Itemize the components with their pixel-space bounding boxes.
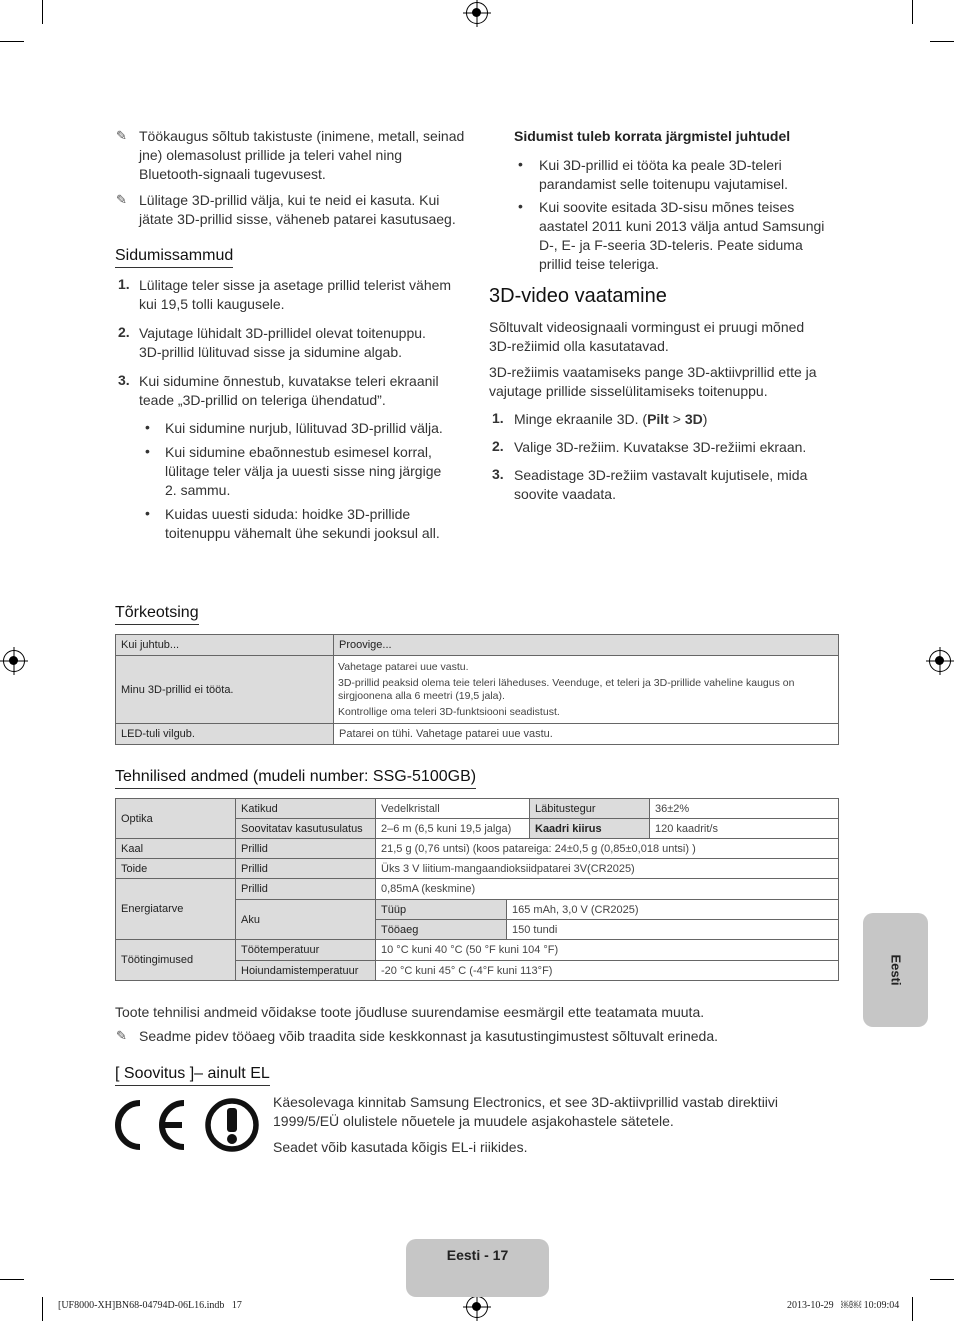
repeat-bullet-text: Kui 3D-prillid ei tööta ka peale 3D-teleri parandamist selle toitenupu vajutamisel. [539,157,789,192]
registration-mark-icon [929,650,951,672]
memo-icon: ✎ [116,192,127,207]
bullet-icon: • [518,156,523,172]
table-cell: 21,5 g (0,76 untsi) (koos patareiga: 24±0,5 g (0,85±0,018 untsi) ) [376,839,839,859]
video-step-text: Minge ekraanile 3D. (Pilt > 3D) [514,411,708,427]
repeat-heading: Sidumist tuleb korrata järgmistel juhtudel [514,128,791,144]
table-cell: Töötingimused [116,940,236,981]
table-cell: Kaal [116,839,236,859]
repeat-bullet-text: Kui soovite esitada 3D-sisu mõnes teises aastatel 2011 kuni 2013 välja antud Samsungi D-, E- ja F-seeria 3D-teleris. Peate siduma prillid teise teleriga. [539,199,825,272]
specs-heading: Tehnilised andmed (mudeli number: SSG-5100GB) [115,767,476,789]
table-cell: LED-tuli vilgub. [116,724,334,745]
table-cell: 150 tundi [507,920,839,940]
language-side-tab [863,913,928,1027]
table-cell: Prillid [236,859,376,879]
crop-mark [42,1297,43,1321]
crop-mark [912,0,913,24]
video-paragraph: 3D-režiimis vaatamiseks pange 3D-aktiivprillid ette ja vajutage prillide sisselülitamiseks toitenuppu. [489,364,817,399]
bullet-icon: • [145,505,150,521]
sub-bullet-text: Kuidas uuesti siduda: hoidke 3D-prillide toitenuppu vähemalt ühe sekundi jooksul all. [165,506,440,541]
crop-mark [912,1297,913,1321]
registration-mark-icon [466,2,488,24]
step-text: Lülitage teler sisse ja asetage prillid telerist vähem kui 19,5 tolli kaugusele. [139,277,452,312]
table-cell: 120 kaadrit/s [650,819,839,839]
bullet-icon: • [145,443,150,459]
recommend-paragraph: Seadet võib kasutada kõigis EL-i riikides. [273,1139,528,1155]
bullet-icon: • [518,198,523,214]
spec-note: Toote tehnilisi andmeid võidakse toote jõudluse suurendamise eesmärgil ette teatamata muuta. [115,1004,705,1020]
footer-timestamp: 2013-10-29 ￼￼ 10:09:04 [787,1300,900,1311]
crop-mark [42,0,43,24]
table-cell: Minu 3D-prillid ei tööta. [116,656,334,724]
step-number: 1. [118,276,130,292]
memo-icon: ✎ [116,128,127,143]
step-text: Kui sidumine õnnestub, kuvatakse teleri ekraanil teade „3D-prillid on teleriga ühendatud”. [139,373,439,408]
bullet-icon: • [145,419,150,435]
video-paragraph: Sõltuvalt videosignaali vormingust ei pruugi mõned 3D-režiimid olla kasutatavad. [489,319,805,354]
sub-bullet-text: Kui sidumine ebaõnnestub esimesel korral, lülitage teler välja ja uuesti sisse ning järgige 2. sammu. [165,444,442,498]
video-step-text: Valige 3D-režiim. Kuvatakse 3D-režiimi ekraan. [514,439,807,455]
table-cell: Prillid [236,879,376,900]
side-tab-label: Eesti [888,954,903,986]
table-cell: 2–6 m (6,5 kuni 19,5 jalga) [376,819,530,839]
table-cell: Vedelkristall [376,799,530,819]
trouble-heading: Tõrkeotsing [115,603,199,625]
table-cell: Soovitatav kasutusulatus [236,819,376,839]
step-text: Vajutage lühidalt 3D-prillidel olevat toitenuppu. 3D-prillid lülituvad sisse ja sidumine algab. [139,325,426,360]
table-header: Kui juhtub... [116,635,334,656]
memo-icon: ✎ [116,1028,127,1043]
table-cell: 10 °C kuni 40 °C (50 °F kuni 104 °F) [376,940,839,961]
crop-mark [0,41,24,42]
registration-mark-icon [3,650,25,672]
step-number: 1. [492,410,504,426]
table-cell: 0,85mA (keskmine) [376,879,839,900]
video-heading: 3D-video vaatamine [489,285,667,307]
recommend-heading: [ Soovitus ]– ainult EL [115,1064,270,1086]
spec-memo: Seadme pidev tööaeg võib traadita side keskkonnast ja kasutustingimustest sõltuvalt erineda. [139,1028,719,1044]
video-step-text: Seadistage 3D-režiim vastavalt kujutisele, mida soovite vaadata. [514,467,808,502]
step-number: 3. [118,372,130,388]
table-cell: Tüüp [376,900,507,920]
table-cell: Optika [116,799,236,839]
table-cell: Vahetage patarei uue vastu. 3D-prillid peaksid olema teie teleri läheduses. Veenduge, et teleri ja 3D-prillide vaheline kaugus on sirgjoonena alla 6 meetri (19,5 jala). Kontrollige oma teleri 3D-funktsiooni seadistust. [334,656,839,724]
table-cell: Tööaeg [376,920,507,940]
step-number: 3. [492,466,504,482]
table-cell: Aku [236,900,376,940]
registration-mark-icon [466,1296,488,1318]
step-number: 2. [118,324,130,340]
step-number: 2. [492,438,504,454]
note-text: Töökaugus sõltub takistuste (inimene, metall, seinad jne) olemasolust prillide ja teleri vahel ning Bluetooth-signaali tugevusest. [139,128,465,182]
specs-table [115,798,839,981]
footer-file-info: [UF8000-XH]BN68-04794D-06L16.indb 17 [58,1300,242,1311]
crop-mark [930,41,954,42]
table-cell: Toide [116,859,236,879]
recommend-paragraph: Käesolevaga kinnitab Samsung Electronics, et see 3D-aktiivprillid vastab direktiivi 1999/5/EÜ olulistele nõuetele ja muudele asjakohastele sätetele. [273,1094,779,1129]
table-cell: Prillid [236,839,376,859]
pairing-heading: Sidumissammud [115,246,233,268]
trouble-table [115,634,839,745]
page-number: Eesti - 17 [446,1247,509,1263]
crop-mark [0,1279,24,1280]
table-cell: 165 mAh, 3,0 V (CR2025) [507,900,839,920]
table-cell: Hoiundamistemperatuur [236,961,376,981]
table-cell: Kaadri kiirus [530,819,650,839]
table-cell: Läbitustegur [530,799,650,819]
table-cell: 36±2% [650,799,839,819]
crop-mark [930,1279,954,1280]
table-cell: Patarei on tühi. Vahetage patarei uue vastu. [334,724,839,745]
table-cell: Energiatarve [116,879,236,940]
table-cell: Katikud [236,799,376,819]
table-cell: -20 °C kuni 45° C (-4°F kuni 113°F) [376,961,839,981]
table-cell: Töötemperatuur [236,940,376,961]
page-number-tab [406,1239,549,1297]
note-text: Lülitage 3D-prillid välja, kui te neid ei kasuta. Kui jätate 3D-prillid sisse, väheneb patarei kasutusaeg. [139,192,456,227]
table-cell: Üks 3 V liitium-mangaandioksiidpatarei 3V(CR2025) [376,859,839,879]
alert-symbol-icon [204,1097,260,1153]
table-header: Proovige... [334,635,839,656]
sub-bullet-text: Kui sidumine nurjub, lülituvad 3D-prillid välja. [165,420,443,436]
